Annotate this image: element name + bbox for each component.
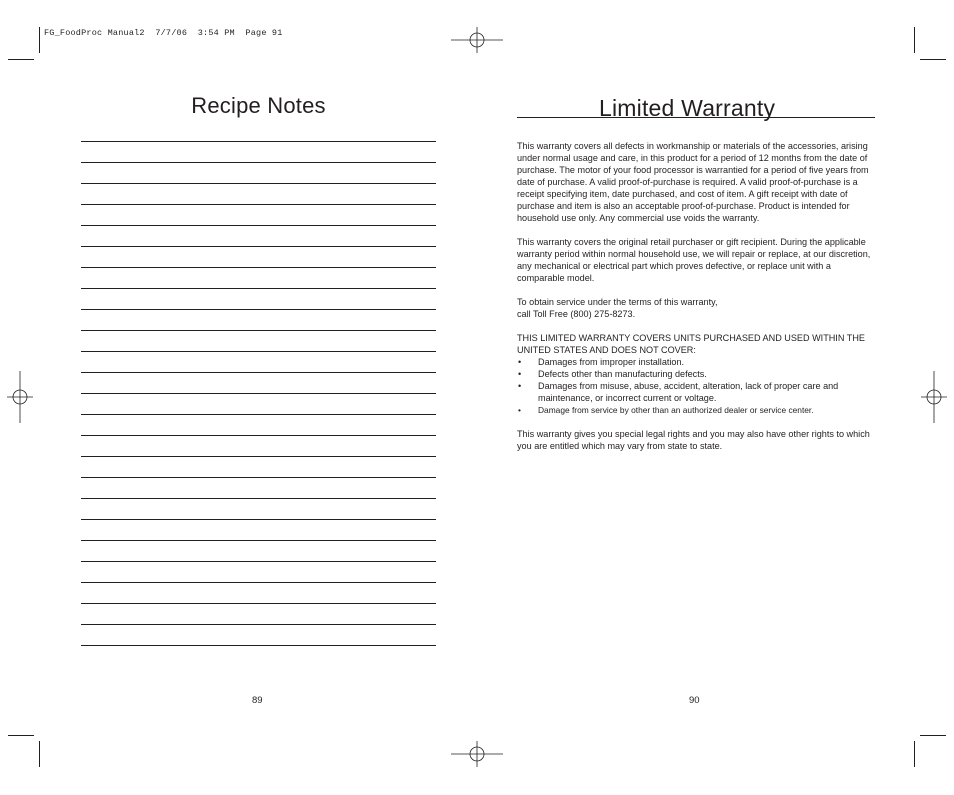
- registration-mark-bottom-icon: [451, 741, 503, 767]
- note-line: [81, 267, 436, 268]
- limited-warranty-title: Limited Warranty: [517, 93, 875, 118]
- crop-mark-bottom-left-h: [8, 735, 34, 736]
- note-line: [81, 330, 436, 331]
- note-line: [81, 372, 436, 373]
- note-line: [81, 645, 436, 646]
- note-line: [81, 141, 436, 142]
- warranty-service-info: [517, 296, 875, 320]
- note-line: [81, 477, 436, 478]
- warranty-paragraph-legal-rights: This warranty gives you special legal rights and you may also have other rights to which you are entitled which may vary from state to state.: [517, 429, 870, 451]
- note-line: [81, 309, 436, 310]
- note-line: [81, 204, 436, 205]
- note-line: [81, 540, 436, 541]
- registration-mark-left-icon: [7, 371, 33, 423]
- list-item: • Damage from service by other than an authorized dealer or service center.: [518, 405, 814, 415]
- crop-mark-top-left-v: [39, 27, 40, 53]
- crop-mark-top-right-v: [914, 27, 915, 53]
- bullet-icon: •: [518, 369, 522, 379]
- printer-slug: FG_FoodProc Manual2 7/7/06 3:54 PM Page 91: [44, 28, 283, 38]
- registration-mark-top-icon: [451, 27, 503, 53]
- note-line: [81, 498, 436, 499]
- warranty-paragraph-recipient: This warranty covers the original retail purchaser or gift recipient. During the applicable warranty period within normal household use, we will repair or replace, at our discretion, any mechanical or electrical part which proves defective, or replace unit with a comparable model.: [517, 237, 871, 283]
- page-number-right: 90: [689, 695, 700, 706]
- coverage-heading: THIS LIMITED WARRANTY COVERS UNITS PURCHASED AND USED WITHIN THE UNITED STATES AND DOES NOT COVER:: [517, 333, 865, 355]
- note-line: [81, 183, 436, 184]
- list-item: • Damages from misuse, abuse, accident, alteration, lack of proper care and maintenance, or incorrect current or voltage.: [518, 381, 839, 403]
- note-line: [81, 561, 436, 562]
- crop-mark-top-right-h: [920, 59, 946, 60]
- warranty-body: [517, 140, 875, 464]
- page-number-left: 89: [252, 695, 263, 706]
- bullet-icon: •: [518, 405, 521, 415]
- exclusions-list: [517, 356, 875, 416]
- note-line: [81, 624, 436, 625]
- note-line: [81, 351, 436, 352]
- note-line: [81, 603, 436, 604]
- toll-free-line: call Toll Free (800) 275-8273.: [517, 309, 636, 319]
- note-line: [81, 288, 436, 289]
- crop-mark-bottom-right-v: [914, 741, 915, 767]
- warranty-paragraph-coverage: This warranty covers all defects in workmanship or materials of the accessories, arising under normal usage and care, in this product for a period of 12 months from the date of purchase. The motor of your food processor is warrantied for a period of five years from date of purchase. A valid proof-of-purchase is required. A valid proof-of-purchase is a receipt specifying item, date purchased, and cost of item. A gift receipt with date of purchase and item is also an acceptable proof-of-purchase. Product is intended for household use only. Any commercial use voids the warranty.: [517, 141, 869, 223]
- note-line: [81, 246, 436, 247]
- list-item: • Damages from improper installation.: [518, 357, 685, 367]
- note-line: [81, 414, 436, 415]
- note-line: [81, 456, 436, 457]
- note-line: [81, 435, 436, 436]
- recipe-notes-title: Recipe Notes: [191, 93, 326, 118]
- crop-mark-bottom-left-v: [39, 741, 40, 767]
- registration-mark-right-icon: [921, 371, 947, 423]
- note-line: [81, 393, 436, 394]
- crop-mark-top-left-h: [8, 59, 34, 60]
- note-line: [81, 225, 436, 226]
- note-line: [81, 162, 436, 163]
- note-line: [81, 519, 436, 520]
- bullet-icon: •: [518, 381, 522, 391]
- bullet-icon: •: [518, 357, 522, 367]
- note-line: [81, 582, 436, 583]
- list-item: • Defects other than manufacturing defects.: [518, 369, 707, 379]
- crop-mark-bottom-right-h: [920, 735, 946, 736]
- service-line: To obtain service under the terms of this warranty,: [517, 297, 718, 307]
